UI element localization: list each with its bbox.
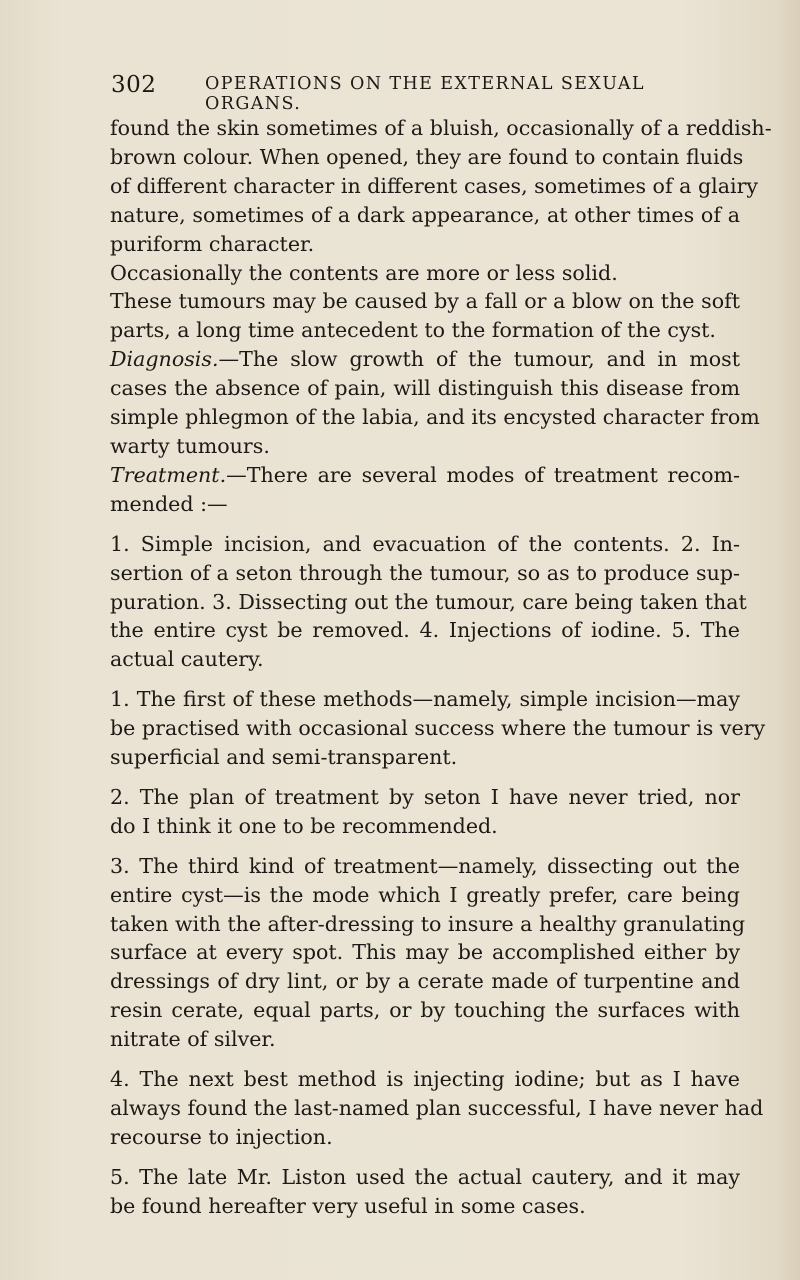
text-line: puriform character. [110, 231, 315, 256]
paragraph-treatment [110, 461, 740, 519]
text-line: 4. The next best method is injecting iodine; but as I have [110, 1067, 740, 1092]
text-line: Occasionally the contents are more or less solid. [110, 260, 618, 285]
text-line: superficial and semi-transparent. [110, 745, 458, 770]
text-line: simple phlegmon of the labia, and its encysted character from [110, 405, 760, 430]
paragraph-diagnosis [110, 345, 760, 461]
paragraph-method-1 [110, 685, 766, 772]
text-line: These tumours may be caused by a fall or a blow on the soft [110, 289, 740, 314]
text-line: parts, a long time antecedent to the formation of the cyst. [110, 318, 716, 343]
text-line: found the skin sometimes of a bluish, occasionally of a reddish- [110, 116, 772, 140]
text-line: resin cerate, equal parts, or by touching the surfaces with [110, 998, 740, 1023]
text-line: brown colour. When opened, they are found to contain fluids [110, 144, 744, 169]
text-line: 1. The first of these methods—namely, simple incision—may [110, 687, 740, 712]
paragraph-1 [110, 114, 772, 259]
text-line: always found the last-named plan successful, I have never had [110, 1096, 764, 1120]
text-line: dressings of dry lint, or by a cerate made of turpentine and [110, 969, 740, 994]
text-line: cases the absence of pain, will distinguish this disease from [110, 376, 740, 401]
paragraph-modes-list [110, 530, 747, 675]
treatment-label: Treatment. [110, 462, 227, 487]
page-number: 302 [111, 72, 157, 98]
text-line: nature, sometimes of a dark appearance, at other times of a [110, 202, 740, 227]
paragraph-method-4 [110, 1065, 764, 1152]
paragraph-3 [110, 287, 740, 345]
text-line: 2. The plan of treatment by seton I have never tried, nor [110, 784, 740, 809]
paragraph-2 [110, 259, 740, 288]
text-line: of different character in different cases, sometimes of a glairy [110, 173, 759, 198]
text-line: recourse to injection. [110, 1124, 333, 1149]
text-line: taken with the after-dressing to insure a healthy granulating [110, 911, 746, 936]
text-line: do I think it one to be recommended. [110, 813, 498, 838]
text-line: 1. Simple incision, and evacuation of the contents. 2. In- [110, 531, 740, 556]
running-head: OPERATIONS ON THE EXTERNAL SEXUAL ORGANS. [205, 74, 645, 114]
text-line: surface at every spot. This may be accomplished either by [110, 940, 740, 965]
text-line: puration. 3. Dissecting out the tumour, care being taken that [110, 589, 747, 614]
text-line: the entire cyst be removed. 4. Injections of iodine. 5. The [110, 618, 740, 643]
page-header [111, 72, 730, 114]
paragraph-method-5 [110, 1163, 740, 1221]
text-line: mended :— [110, 491, 228, 516]
text-line: nitrate of silver. [110, 1027, 276, 1052]
text-line: entire cyst—is the mode which I greatly prefer, care being [110, 882, 740, 907]
text-line: be found hereafter very useful in some cases. [110, 1193, 586, 1218]
text-line: sertion of a seton through the tumour, so as to produce sup- [110, 560, 740, 585]
paragraph-method-2 [110, 783, 740, 841]
text-line: be practised with occasional success where the tumour is very [110, 716, 766, 741]
page-body [110, 114, 772, 1221]
text-line: 5. The late Mr. Liston used the actual cautery, and it may [110, 1164, 740, 1189]
paragraph-method-3 [110, 852, 746, 1054]
text-line: actual cautery. [110, 647, 264, 672]
text-line: Treatment.—There are several modes of treatment recom- [110, 462, 740, 487]
text-line: Diagnosis.—The slow growth of the tumour, and in most [110, 347, 740, 372]
text-line: 3. The third kind of treatment—namely, dissecting out the [110, 853, 740, 878]
text-line: warty tumours. [110, 433, 270, 458]
diagnosis-label: Diagnosis. [110, 347, 219, 372]
